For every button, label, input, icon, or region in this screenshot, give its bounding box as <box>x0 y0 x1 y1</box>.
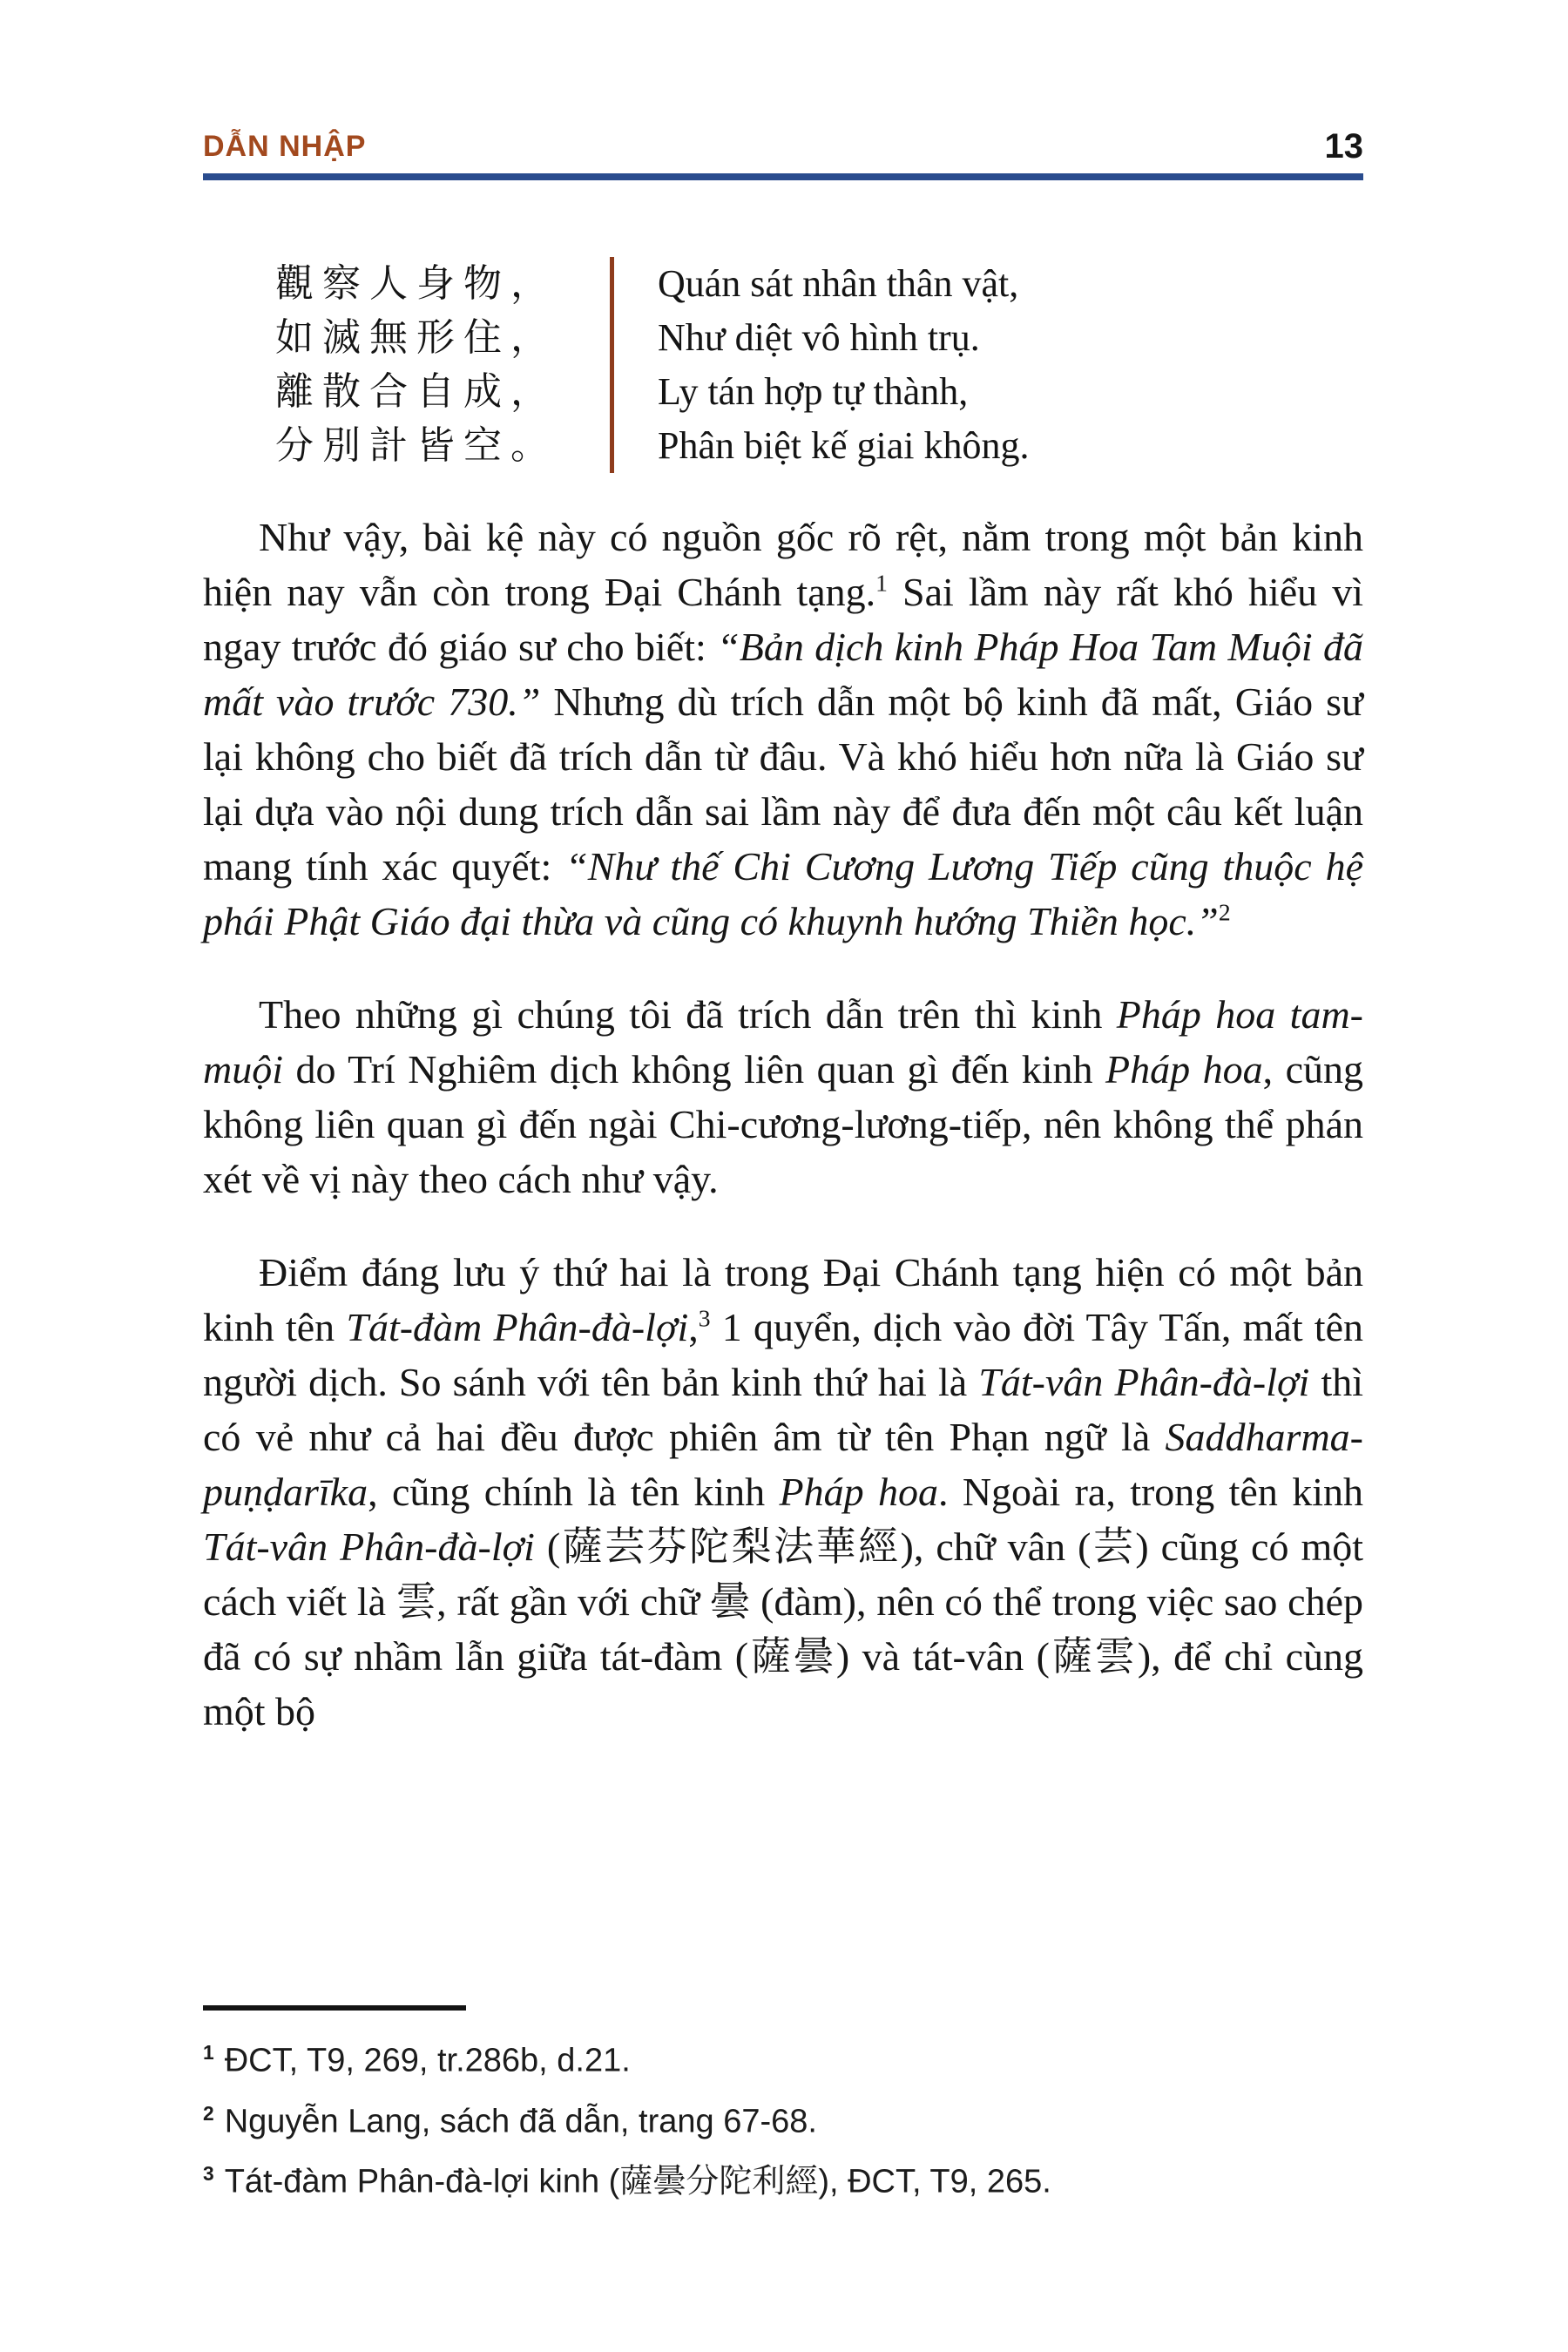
footnote-text: Nguyễn Lang, sách đã dẫn, trang 67-68. <box>224 2103 817 2140</box>
paragraph: Như vậy, bài kệ này có nguồn gốc rõ rệt, nằm trong một bản kinh hiện nay vẫn còn trong Đại Chánh tạng.$^1$ Sai lầm này rất khó hiểu vì ngay trước đó giáo sư cho biết: “Bản dịch kinh Pháp Hoa Tam Muội đã mất vào trước 730.” Nhưng dù trích dẫn một bộ kinh đã mất, Giáo sư lại không cho biết đã trích dẫn từ đâu. Và khó hiểu hơn nữa là Giáo sư lại dựa vào nội dung trích dẫn sai lầm này để đưa đến một câu kết luận mang tính xác quyết: “Như thế Chi Cương Lương Tiếp cũng thuộc hệ phái Phật Giáo đại thừa và cũng có khuynh hướng Thiền học.”$^2$ <box>203 515 1364 943</box>
verse-line: 觀察人身物， <box>275 262 558 305</box>
verse-block <box>275 257 1030 473</box>
verse-line: 離散合自成， <box>275 370 558 413</box>
header-rule <box>203 173 1363 180</box>
footnote-marker: 1 <box>203 2041 214 2064</box>
verse-line: Ly tán hợp tự thành, <box>658 370 969 413</box>
verse-vietnamese-column <box>658 257 1030 473</box>
paragraph: Theo những gì chúng tôi đã trích dẫn trên thì kinh Pháp hoa tam-muội do Trí Nghiêm dịch không liên quan gì đến kinh Pháp hoa, cũng không liên quan gì đến ngài Chi-cương-lương-tiếp, nên không thể phán xét về vị này theo cách như vậy. <box>203 992 1364 1201</box>
footnote-marker: 3 <box>203 2162 214 2186</box>
footnote <box>203 2087 1363 2148</box>
footnote <box>203 2147 1363 2208</box>
footnote <box>203 2026 1363 2087</box>
footnote-separator-rule <box>203 2005 466 2011</box>
footnote-text: Tát-đàm Phân-đà-lợi kinh (薩曇分陀利經), ĐCT, T9, 265. <box>224 2163 1051 2200</box>
footnote-text: ĐCT, T9, 269, tr.286b, d.21. <box>224 2042 631 2079</box>
verse-line: Phân biệt kế giai không. <box>658 424 1030 467</box>
section-title: DẪN NHẬP <box>203 130 367 163</box>
paragraph: Điểm đáng lưu ý thứ hai là trong Đại Chánh tạng hiện có một bản kinh tên Tát-đàm Phân-đà-lợi,$^3$ 1 quyển, dịch vào đời Tây Tấn, mất tên người dịch. So sánh với tên bản kinh thứ hai là Tát-vân Phân-đà-lợi thì có vẻ như cả hai đều được phiên âm từ tên Phạn ngữ là Saddharma-puṇḍarīka, cũng chính là tên kinh Pháp hoa. Ngoài ra, trong tên kinh Tát-vân Phân-đà-lợi (薩芸芬陀梨法華經), chữ vân (芸) cũng có một cách viết là 雲, rất gần với chữ 曇 (đàm), nên có thể trong việc sao chép đã có sự nhầm lẫn giữa tát-đàm (薩曇) và tát-vân (薩雲), để chỉ cùng một bộ <box>203 1250 1364 1734</box>
verse-chinese-column <box>275 257 610 473</box>
running-header <box>203 129 1363 164</box>
verse-line: Quán sát nhân thân vật, <box>658 262 1019 305</box>
body-text <box>203 510 1363 1777</box>
footnote-marker: 2 <box>203 2101 214 2125</box>
verse-line: 分別計皆空。 <box>275 424 558 467</box>
verse-line: Như diệt vô hình trụ. <box>658 316 980 359</box>
verse-line: 如滅無形住， <box>275 316 558 359</box>
footnotes <box>203 2005 1363 2208</box>
verse-divider-rule <box>610 257 614 473</box>
page-number: 13 <box>1324 127 1363 166</box>
